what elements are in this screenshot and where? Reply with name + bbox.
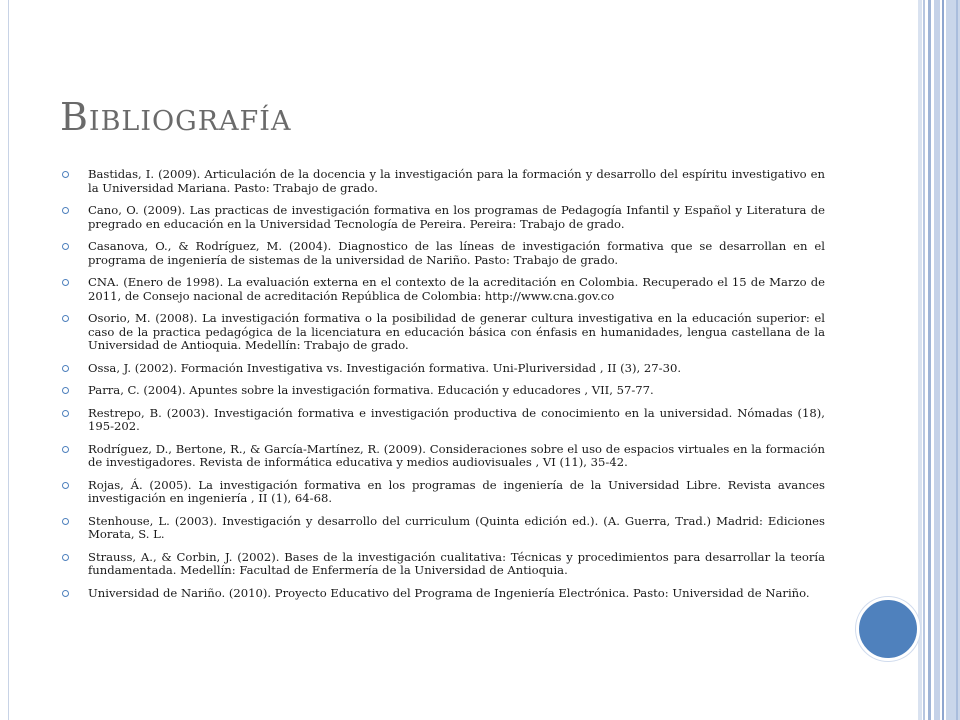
reference-text: Bastidas, I. (2009). Articulación de la docencia y la investigación para la formación y desarrollo del espíritu investigativo en la Universidad Mariana. Pasto: Trabajo de grado.	[88, 167, 825, 195]
reference-item	[62, 168, 825, 195]
circle-bullet-icon	[62, 554, 69, 561]
reference-text: Stenhouse, L. (2003). Investigación y desarrollo del curriculum (Quinta edición ed.). (A. Guerra, Trad.) Madrid: Ediciones Morata, S. L.	[88, 513, 825, 541]
reference-item	[62, 479, 825, 506]
circle-bullet-icon	[62, 410, 69, 417]
reference-item	[62, 587, 825, 601]
reference-item	[62, 276, 825, 303]
reference-item	[62, 384, 825, 398]
right-decorative-stripe	[956, 0, 958, 720]
slide-title: Bibliografía	[60, 95, 292, 139]
circle-bullet-icon	[62, 446, 69, 453]
reference-text: Restrepo, B. (2003). Investigación formativa e investigación productiva de conocimiento en la universidad. Nómadas (18), 195-202.	[88, 405, 825, 433]
circle-bullet-icon	[62, 482, 69, 489]
reference-item	[62, 312, 825, 353]
right-decorative-stripe	[942, 0, 944, 720]
circle-bullet-icon	[62, 243, 69, 250]
decorative-circle	[856, 597, 920, 661]
circle-bullet-icon	[62, 279, 69, 286]
circle-bullet-icon	[62, 590, 69, 597]
circle-bullet-icon	[62, 365, 69, 372]
reference-item	[62, 407, 825, 434]
reference-item	[62, 362, 825, 376]
left-border-line	[8, 0, 9, 720]
circle-bullet-icon	[62, 315, 69, 322]
reference-text: Universidad de Nariño. (2010). Proyecto Educativo del Programa de Ingeniería Electrónica. Pasto: Universidad de Nariño.	[88, 585, 810, 600]
reference-item	[62, 204, 825, 231]
circle-bullet-icon	[62, 518, 69, 525]
circle-bullet-icon	[62, 171, 69, 178]
circle-bullet-icon	[62, 207, 69, 214]
reference-item	[62, 443, 825, 470]
right-decorative-stripe	[934, 0, 940, 720]
reference-list	[62, 168, 825, 609]
reference-text: Parra, C. (2004). Apuntes sobre la investigación formativa. Educación y educadores , VII, 57-77.	[88, 383, 654, 397]
reference-text: CNA. (Enero de 1998). La evaluación externa en el contexto de la acreditación en Colombia. Recuperado el 15 de Marzo de 2011, de Consejo nacional de acreditación República de Colombia: http://www.cna.gov.co	[88, 275, 825, 303]
reference-item	[62, 240, 825, 267]
reference-text: Cano, O. (2009). Las practicas de investigación formativa en los programas de Pedagogía Infantil y Español y Literatura de pregrado en educación en la Universidad Tecnología de Pereira. Pereira: Trabajo de grado.	[88, 203, 825, 231]
reference-text: Ossa, J. (2002). Formación Investigativa vs. Investigación formativa. Uni-Pluriversidad , II (3), 27-30.	[88, 360, 682, 375]
reference-text: Osorio, M. (2008). La investigación formativa o la posibilidad de generar cultura investigativa en la educación superior: el caso de la practica pedagógica de la licenciatura en educación básica con énfasis en humanidades, lengua castellana de la Universidad de Antioquia. Medellín: Trabajo de grado.	[88, 311, 825, 352]
circle-bullet-icon	[62, 387, 69, 394]
reference-text: Rojas, Á. (2005). La investigación formativa en los programas de ingeniería de la Universidad Libre. Revista avances investigación en ingeniería , II (1), 64-68.	[88, 477, 825, 505]
reference-text: Rodríguez, D., Bertone, R., & García-Martínez, R. (2009). Consideraciones sobre el uso de espacios virtuales en la formación de investigadores. Revista de informática educativa y medios audiovisuales , VI (11), 35-42.	[88, 441, 825, 469]
reference-text: Strauss, A., & Corbin, J. (2002). Bases de la investigación cualitativa: Técnicas y procedimientos para desarrollar la teoría fundamentada. Medellín: Facultad de Enfermería de la Universidad de Antioquia.	[88, 549, 825, 577]
right-decorative-stripe	[918, 0, 922, 720]
reference-item	[62, 515, 825, 542]
reference-text: Casanova, O., & Rodríguez, M. (2004). Diagnostico de las líneas de investigación formativa que se desarrollan en el programa de ingeniería de sistemas de la universidad de Nariño. Pasto: Trabajo de grado.	[88, 239, 825, 267]
right-decorative-stripe	[923, 0, 925, 720]
right-decorative-stripe	[928, 0, 931, 720]
reference-item	[62, 551, 825, 578]
